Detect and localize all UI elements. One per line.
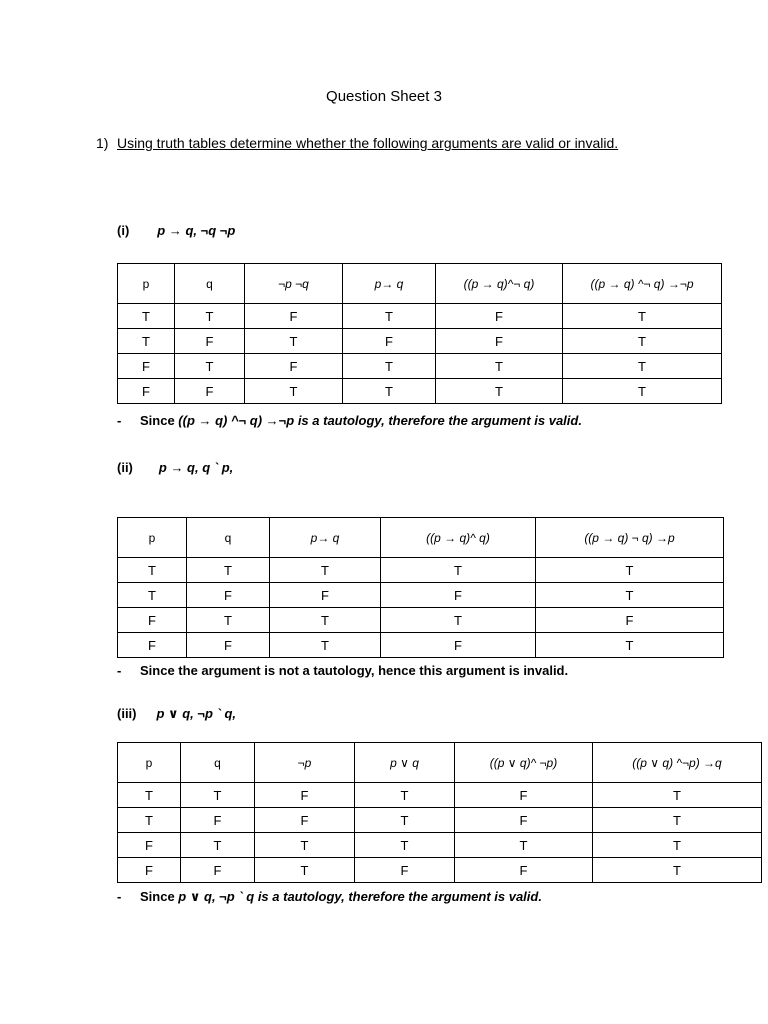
table-row — [118, 608, 724, 633]
cell: T — [245, 379, 343, 404]
col-header: p — [118, 743, 181, 783]
part-i-heading — [117, 223, 235, 238]
cell: T — [536, 558, 724, 583]
cell: T — [118, 329, 175, 354]
cell: F — [187, 633, 270, 658]
col-header: p→ q — [270, 518, 381, 558]
cell: F — [118, 354, 175, 379]
cell: F — [255, 808, 355, 833]
table-row — [118, 858, 762, 883]
cell: T — [381, 608, 536, 633]
cell: T — [343, 379, 436, 404]
cell: T — [436, 379, 563, 404]
cell: T — [255, 833, 355, 858]
cell: F — [536, 608, 724, 633]
cell: T — [187, 608, 270, 633]
cell: F — [118, 379, 175, 404]
cell: F — [118, 858, 181, 883]
cell: F — [245, 354, 343, 379]
cell: T — [118, 304, 175, 329]
conclusion-text: Since — [140, 889, 179, 904]
cell: F — [455, 808, 593, 833]
col-header: p ∨ q — [355, 743, 455, 783]
conclusion-text: Since the argument is not a tautology, hence this argument is invalid. — [140, 663, 569, 678]
conclusion-text: Since — [140, 413, 179, 428]
truth-table-i — [117, 263, 722, 404]
cell: F — [436, 304, 563, 329]
part-expression: p → q, q ` p, — [158, 460, 234, 475]
col-header: ((p → q) ^¬ q) →¬p — [563, 264, 722, 304]
table-row — [118, 304, 722, 329]
col-header: p — [118, 264, 175, 304]
conclusion-expression: ((p → q) ^¬ q) →¬p is a tautology, therefore the argument is valid. — [178, 413, 582, 428]
cell: F — [175, 329, 245, 354]
cell: T — [270, 558, 381, 583]
cell: F — [181, 808, 255, 833]
part-label: (iii) — [117, 706, 137, 721]
truth-table-ii — [117, 517, 724, 658]
cell: T — [343, 304, 436, 329]
col-header: ¬p — [255, 743, 355, 783]
truth-table-iii — [117, 742, 762, 883]
table-row — [118, 558, 724, 583]
cell: F — [270, 583, 381, 608]
cell: T — [245, 329, 343, 354]
cell: T — [455, 833, 593, 858]
cell: T — [593, 833, 762, 858]
part-expression: p → q, ¬q ¬p — [157, 223, 236, 238]
conclusion-iii: - Since p ∨ q, ¬p ` q is a tautology, therefore the argument is valid. — [117, 889, 542, 904]
cell: T — [343, 354, 436, 379]
cell: F — [455, 783, 593, 808]
cell: T — [381, 558, 536, 583]
table-row — [118, 808, 762, 833]
cell: F — [381, 583, 536, 608]
cell: T — [536, 583, 724, 608]
cell: F — [118, 608, 187, 633]
col-header: ((p → q)^ q) — [381, 518, 536, 558]
cell: T — [563, 329, 722, 354]
table-row — [118, 379, 722, 404]
part-expression: p ∨ q, ¬p ` q, — [156, 706, 237, 721]
cell: T — [118, 583, 187, 608]
cell: F — [255, 783, 355, 808]
cell: F — [181, 858, 255, 883]
col-header: q — [175, 264, 245, 304]
col-header: q — [181, 743, 255, 783]
conclusion-i: - Since ((p → q) ^¬ q) →¬p is a tautology, therefore the argument is valid. — [117, 413, 582, 428]
part-label: (i) — [117, 223, 130, 238]
part-iii-heading — [117, 706, 236, 722]
col-header: p→ q — [343, 264, 436, 304]
cell: T — [187, 558, 270, 583]
question-number: 1) — [96, 135, 109, 151]
cell: T — [593, 858, 762, 883]
cell: T — [436, 354, 563, 379]
cell: F — [118, 833, 181, 858]
cell: T — [536, 633, 724, 658]
cell: T — [270, 608, 381, 633]
cell: T — [355, 808, 455, 833]
table-row — [118, 329, 722, 354]
cell: F — [355, 858, 455, 883]
cell: T — [563, 379, 722, 404]
table-row — [118, 833, 762, 858]
col-header: ((p ∨ q) ^¬p) →q — [593, 743, 762, 783]
cell: F — [187, 583, 270, 608]
cell: T — [593, 783, 762, 808]
col-header: ((p → q) ¬ q) →p — [536, 518, 724, 558]
cell: T — [181, 783, 255, 808]
cell: T — [118, 558, 187, 583]
table-row — [118, 783, 762, 808]
cell: T — [118, 808, 181, 833]
col-header: ((p → q)^¬ q) — [436, 264, 563, 304]
part-label: (ii) — [117, 460, 133, 475]
cell: T — [563, 304, 722, 329]
cell: F — [381, 633, 536, 658]
cell: F — [343, 329, 436, 354]
cell: T — [255, 858, 355, 883]
col-header: ((p ∨ q)^ ¬p) — [455, 743, 593, 783]
cell: T — [175, 304, 245, 329]
cell: T — [355, 783, 455, 808]
cell: T — [355, 833, 455, 858]
cell: T — [118, 783, 181, 808]
col-header: ¬p ¬q — [245, 264, 343, 304]
col-header: p — [118, 518, 187, 558]
table-row — [118, 354, 722, 379]
cell: T — [563, 354, 722, 379]
cell: T — [175, 354, 245, 379]
cell: T — [181, 833, 255, 858]
cell: F — [436, 329, 563, 354]
table-row — [118, 633, 724, 658]
page-title: Question Sheet 3 — [326, 88, 442, 105]
cell: T — [270, 633, 381, 658]
cell: F — [245, 304, 343, 329]
question-text: Using truth tables determine whether the following arguments are valid or invalid. — [117, 135, 619, 151]
conclusion-expression: p ∨ q, ¬p ` q is a tautology, therefore the argument is valid. — [178, 889, 542, 904]
col-header: q — [187, 518, 270, 558]
cell: T — [593, 808, 762, 833]
cell: F — [175, 379, 245, 404]
conclusion-ii: - Since the argument is not a tautology, hence this argument is invalid. — [117, 663, 569, 678]
cell: F — [118, 633, 187, 658]
cell: F — [455, 858, 593, 883]
part-ii-heading — [117, 460, 233, 475]
table-row — [118, 583, 724, 608]
